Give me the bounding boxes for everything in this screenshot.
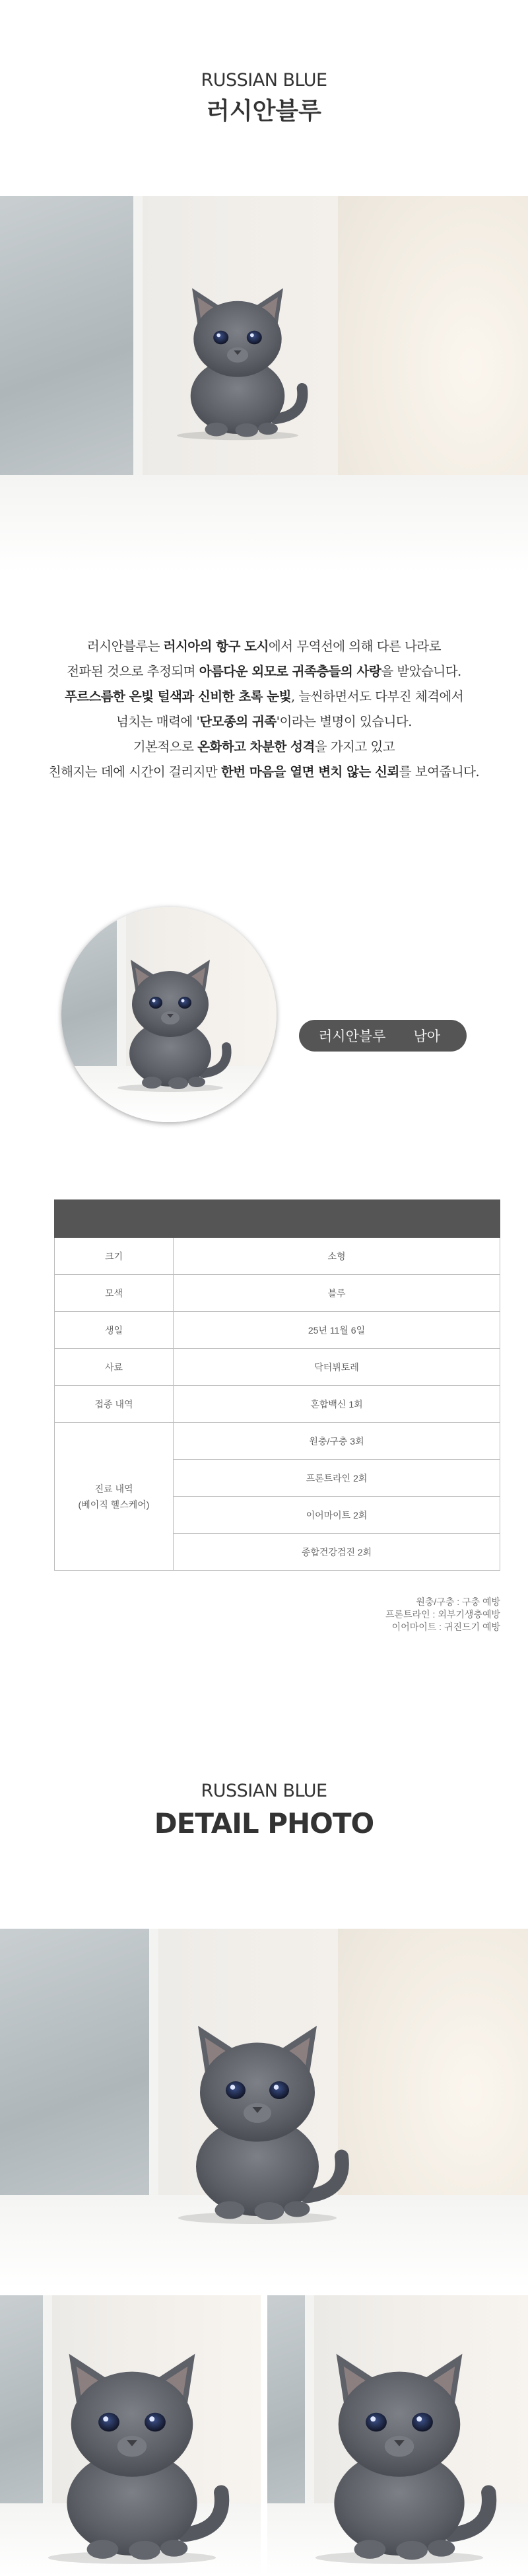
table-row-value: 프론트라인 2회 bbox=[174, 1460, 500, 1497]
table-header bbox=[55, 1200, 500, 1238]
breed-gender-badge bbox=[299, 1020, 467, 1052]
table-row-label: 크기 bbox=[55, 1238, 174, 1275]
kitten-photo-icon bbox=[104, 948, 236, 1093]
table-row-value: 원충/구충 3회 bbox=[174, 1423, 500, 1460]
desc-line-2: 전파된 것으로 추정되며 아름다운 외모로 귀족층들의 사랑을 받았습니다. bbox=[67, 664, 461, 679]
detail-en-subtitle: RUSSIAN BLUE bbox=[201, 1781, 327, 1801]
profile-photo bbox=[61, 907, 277, 1122]
detail-photo-3 bbox=[267, 2295, 528, 2576]
info-table bbox=[54, 1199, 500, 1571]
table-row-label: 생일 bbox=[55, 1312, 174, 1349]
desc-line-3: 푸르스름한 은빛 털색과 신비한 초록 눈빛, 늘씬하면서도 다부진 체격에서 bbox=[64, 689, 464, 704]
table-header-cell bbox=[174, 1200, 500, 1238]
header-ko-title: 러시안블루 bbox=[207, 98, 321, 125]
desc-line-5: 기본적으로 온화하고 차분한 성격을 가지고 있고 bbox=[133, 739, 395, 754]
table-row-label: 모색 bbox=[55, 1275, 174, 1312]
care-label-subline: (베이직 헬스케어) bbox=[78, 1499, 150, 1510]
table-header-cell bbox=[55, 1200, 174, 1238]
desc-line-1: 러시안블루는 러시아의 항구 도시에서 무역선에 의해 다른 나라로 bbox=[86, 639, 442, 654]
note-line: 원충/구충 : 구충 예방 bbox=[416, 1596, 500, 1607]
table-row bbox=[55, 1423, 500, 1460]
table-row bbox=[55, 1386, 500, 1423]
table-row-value: 25년 11월 6일 bbox=[174, 1312, 500, 1349]
table-row bbox=[55, 1312, 500, 1349]
table-row-value: 블루 bbox=[174, 1275, 500, 1312]
detail-photo-2 bbox=[0, 2295, 261, 2576]
care-notes bbox=[236, 1596, 500, 1633]
note-line: 프론트라인 : 외부기생충예방 bbox=[385, 1609, 500, 1620]
table-row-value: 닥터뷔토레 bbox=[174, 1349, 500, 1386]
table-row-value: 종합건강검진 2회 bbox=[174, 1534, 500, 1571]
table-row-label: 사료 bbox=[55, 1349, 174, 1386]
header-en-title: RUSSIAN BLUE bbox=[201, 70, 327, 90]
table-row bbox=[55, 1275, 500, 1312]
kitten-photo-icon bbox=[158, 2008, 356, 2226]
table-row-value: 이어마이트 2회 bbox=[174, 1497, 500, 1534]
table-row bbox=[55, 1349, 500, 1386]
kitten-photo-icon bbox=[294, 2335, 505, 2566]
note-line: 이어마이트 : 귀진드기 예방 bbox=[391, 1622, 500, 1632]
care-history-label bbox=[55, 1423, 174, 1571]
kitten-photo-icon bbox=[162, 272, 314, 444]
table-row-value: 혼합백신 1회 bbox=[174, 1386, 500, 1423]
hero-photo bbox=[0, 196, 528, 573]
detail-photo-1 bbox=[0, 1929, 528, 2289]
table-row-label: 접종 내역 bbox=[55, 1386, 174, 1423]
breed-label: 러시안블루 bbox=[319, 1029, 386, 1044]
care-label-line: 진료 내역 bbox=[94, 1483, 133, 1494]
desc-line-4: 넘치는 매력에 '단모종의 귀족'이라는 별명이 있습니다. bbox=[116, 714, 412, 729]
gender-label: 남아 bbox=[413, 1029, 441, 1044]
desc-line-6: 친해지는 데에 시간이 걸리지만 한번 마음을 열면 변치 않는 신뢰를 보여줍니다. bbox=[48, 764, 480, 779]
detail-en-title: DETAIL PHOTO bbox=[154, 1807, 374, 1840]
breed-description bbox=[0, 634, 528, 785]
kitten-photo-icon bbox=[26, 2335, 238, 2566]
table-row-value: 소형 bbox=[174, 1238, 500, 1275]
table-row bbox=[55, 1238, 500, 1275]
